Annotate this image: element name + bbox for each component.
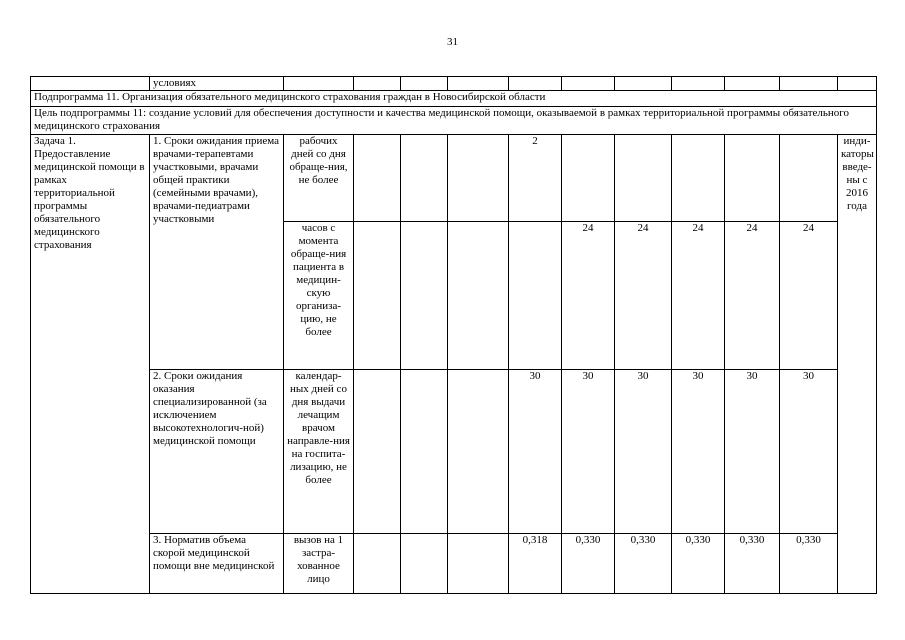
indicator-value: 0,330 [562,534,615,594]
table-row [31,77,877,91]
indicator-unit: рабочих дней со дня обраще-ния, не более [284,135,354,222]
indicator-value: 30 [562,370,615,534]
indicator-value: 30 [615,370,672,534]
indicator-value: 0,318 [509,534,562,594]
table-row [31,135,877,222]
indicator-continuation: условиях [150,77,284,91]
program-indicators-table [30,76,877,594]
indicator-value: 0,330 [725,534,780,594]
table-cell [31,77,150,91]
indicator-value: 24 [780,222,838,370]
indicator-name: 3. Норматив объема скорой медицинской помощи вне медицинской [150,534,284,594]
task-cell: Задача 1. Предоставление медицинской помощи в рамках территориальной программы обязательного медицинского страхования [31,135,150,594]
page-number: 31 [447,36,458,48]
subprogram-title: Подпрограмма 11. Организация обязательного медицинского страхования граждан в Новосибирской области [31,91,877,107]
indicator-value: 30 [509,370,562,534]
indicator-unit: вызов на 1 застра-хованное лицо [284,534,354,594]
indicator-name: 1. Сроки ожидания приема врачами-терапевтами участковыми, врачами общей практики (семейными врачами), врачами-педиатрами участковыми [150,135,284,370]
indicator-value: 2 [509,135,562,222]
indicator-value: 24 [672,222,725,370]
indicator-value: 0,330 [672,534,725,594]
indicator-value: 30 [725,370,780,534]
subprogram-goal: Цель подпрограммы 11: создание условий для обеспечения доступности и качества медицинской помощи, оказываемой в рамках территориальной программы обязательного медицинского страхования [31,107,877,135]
indicator-value: 24 [562,222,615,370]
indicator-value: 30 [672,370,725,534]
indicator-value: 0,330 [615,534,672,594]
table-row [31,370,877,534]
indicator-name: 2. Сроки ожидания оказания специализированной (за исключением высокотехнологич-ной) медицинской помощи [150,370,284,534]
indicator-unit: календар-ных дней со дня выдачи лечащим врачом направле-ния на госпита-лизацию, не более [284,370,354,534]
table-row [31,534,877,594]
indicator-value: 24 [725,222,780,370]
indicator-value: 0,330 [780,534,838,594]
table-row [31,107,877,135]
indicator-value: 24 [615,222,672,370]
indicator-value: 30 [780,370,838,534]
note-cell: инди-каторы введе-ны с 2016 года [838,135,877,594]
table-row [31,91,877,107]
indicator-unit: часов с момента обраще-ния пациента в медицин-скую организа-цию, не более [284,222,354,370]
